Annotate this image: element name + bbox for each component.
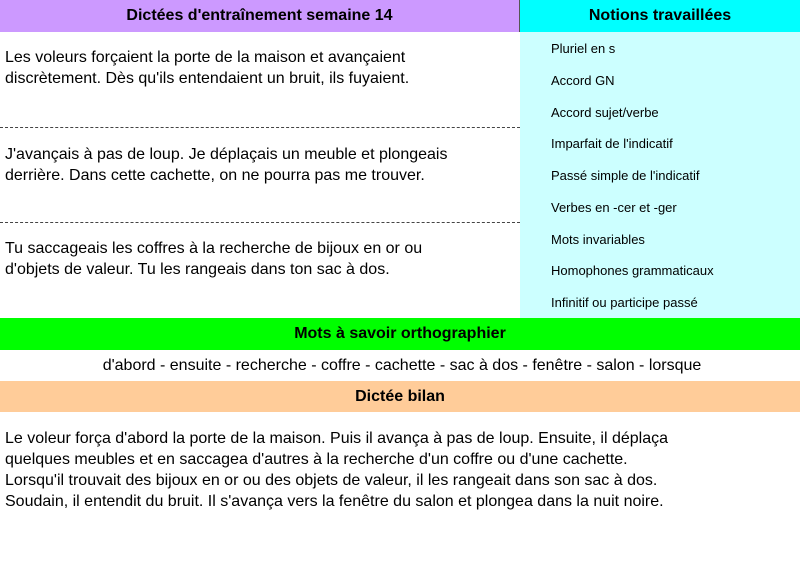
dictee-line: J'avançais à pas de loup. Je déplaçais un meuble et plongeais	[5, 146, 448, 163]
notion-item: Passé simple de l'indicatif	[551, 168, 700, 183]
mots-list: d'abord - ensuite - recherche - coffre - cachette - sac à dos - fenêtre - salon - lorsque	[102, 356, 702, 374]
dictee-2	[0, 128, 520, 223]
bilan-line: Soudain, il entendit du bruit. Il s'avança vers la fenêtre du salon et plongea dans la nuit noire.	[5, 493, 664, 510]
notion-item: Pluriel en s	[551, 41, 616, 56]
notions-title: Notions travaillées	[520, 0, 800, 32]
dictee-line: Tu saccageais les coffres à la recherche de bijoux en or ou	[5, 240, 423, 257]
dictee-line: discrètement. Dès qu'ils entendaient un bruit, ils fuyaient.	[5, 70, 410, 87]
dictee-1	[0, 32, 520, 128]
dictee-line: d'objets de valeur. Tu les rangeais dans ton sac à dos.	[5, 261, 390, 278]
worksheet-title: Dictées d'entraînement semaine 14	[0, 0, 520, 32]
notions-list	[520, 32, 800, 318]
notion-item: Verbes en -cer et -ger	[551, 200, 677, 215]
dictee-3	[0, 223, 520, 318]
bilan-text	[0, 412, 800, 575]
bilan-title: Dictée bilan	[0, 381, 800, 412]
bilan-line: quelques meubles et en saccagea d'autres à la recherche d'un coffre ou d'une cachette.	[5, 451, 628, 468]
notion-item: Homophones grammaticaux	[551, 263, 714, 278]
dictee-line: derrière. Dans cette cachette, on ne pourra pas me trouver.	[5, 167, 425, 184]
notion-item: Infinitif ou participe passé	[551, 295, 698, 310]
dictee-line: Les voleurs forçaient la porte de la maison et avançaient	[5, 49, 406, 66]
mots-title: Mots à savoir orthographier	[0, 318, 800, 350]
notion-item: Accord GN	[551, 73, 615, 88]
notion-item: Mots invariables	[551, 232, 645, 247]
notion-item: Imparfait de l'indicatif	[551, 136, 673, 151]
notion-item: Accord sujet/verbe	[551, 105, 659, 120]
bilan-line: Lorsqu'il trouvait des bijoux en or ou des objets de valeur, il les rangeait dans son sac à dos.	[5, 472, 658, 489]
bilan-line: Le voleur força d'abord la porte de la maison. Puis il avança à pas de loup. Ensuite, il déplaça	[5, 430, 669, 447]
